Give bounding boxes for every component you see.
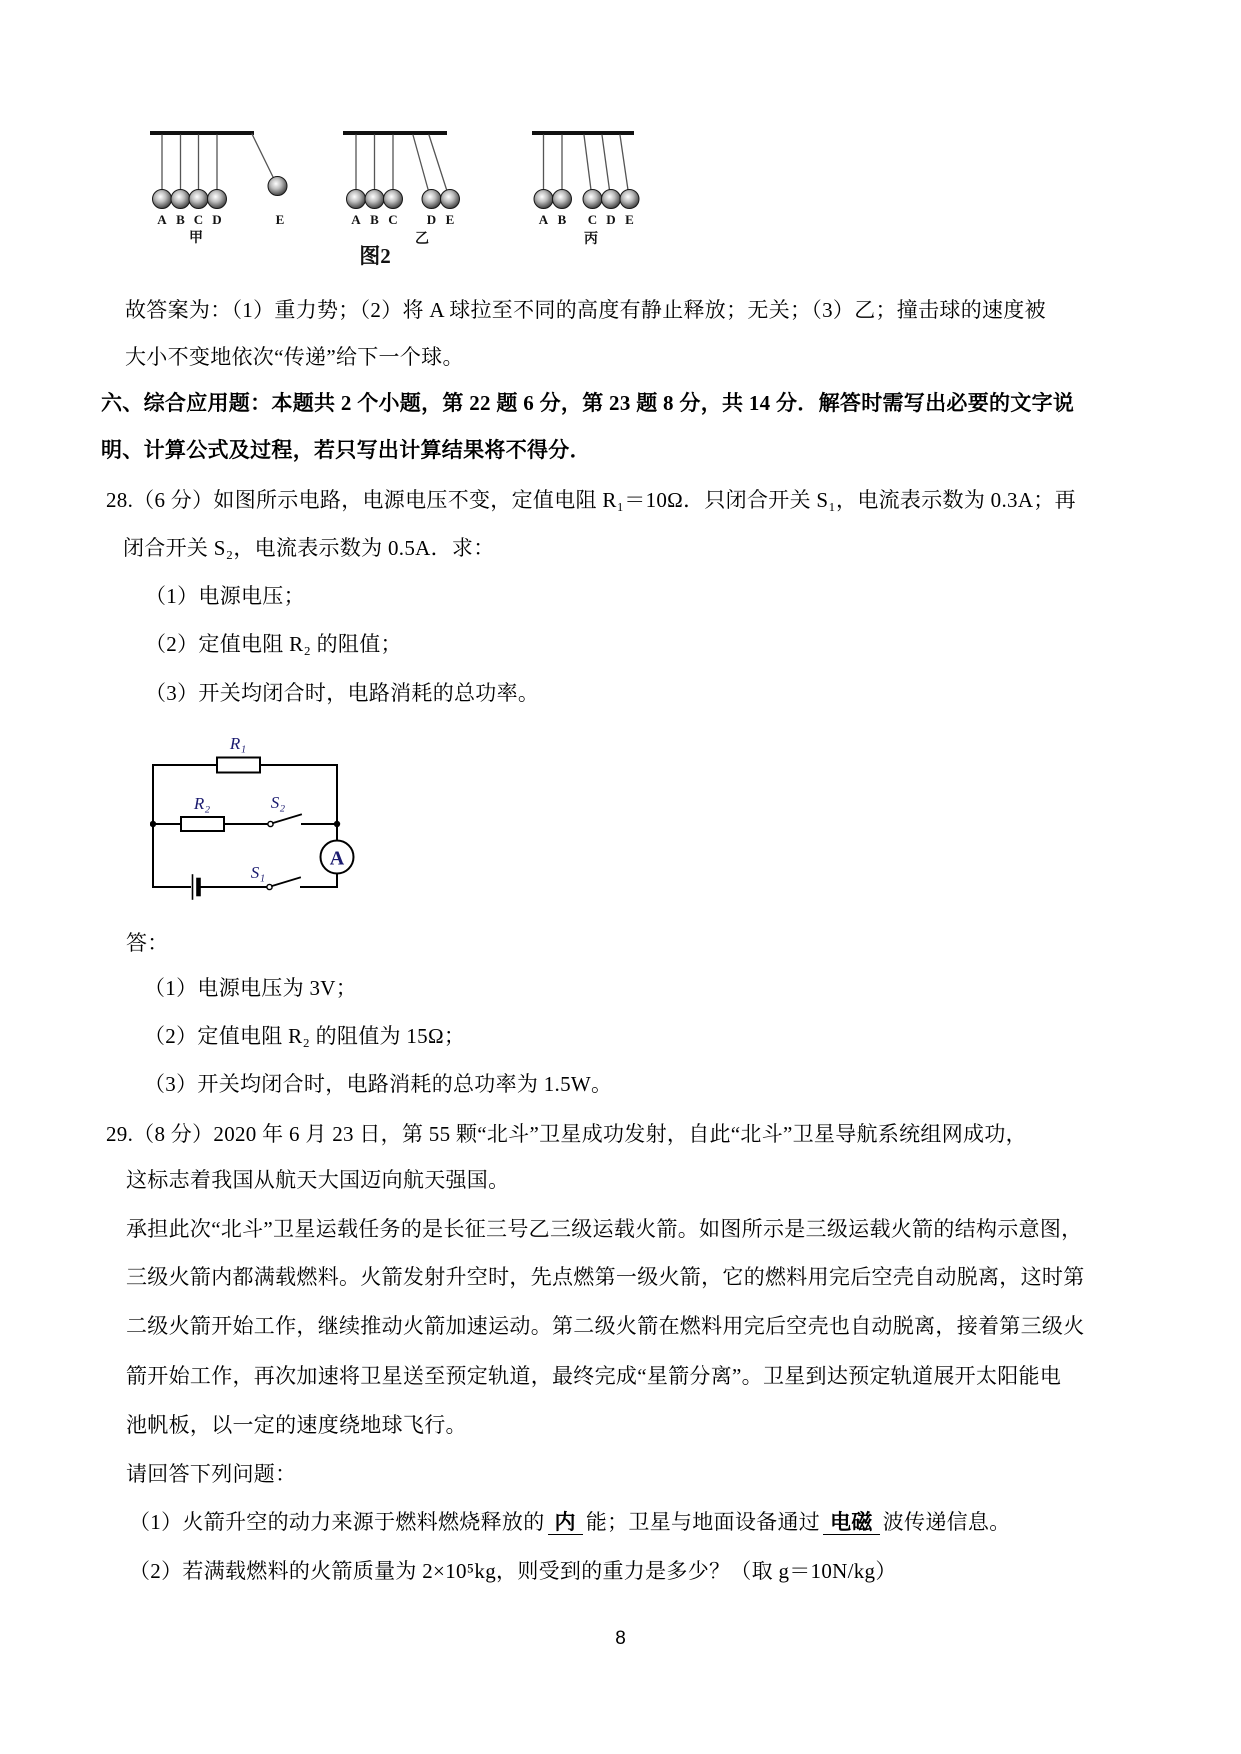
q28-stem-line2: 闭合开关 S₂，电流表示数为 0.5A．求： — [123, 536, 495, 560]
cradle-jia-balls — [153, 177, 288, 209]
jia-ball-label-d: D — [212, 212, 222, 227]
figure2-newton-cradles — [125, 103, 665, 271]
resistor-r2-box — [181, 817, 224, 831]
bing-ball-label-d: D — [606, 212, 616, 227]
q28-item3: （3）开关均闭合时，电路消耗的总功率。 — [145, 681, 540, 705]
yi-ball-label-e: E — [445, 212, 455, 227]
q29-subquestion2: （2）若满载燃料的火箭质量为 2×10⁵kg，则受到的重力是多少？（取 g＝10N/kg） — [129, 1559, 897, 1583]
q29-body-line1: 承担此次“北斗”卫星运载任务的是长征三号乙三级运载火箭。如图所示是三级运载火箭的结构示意图， — [126, 1217, 1083, 1241]
cradle-bing-caption: 丙 — [584, 232, 598, 247]
q28-item1: （1）电源电压； — [145, 584, 305, 608]
cradle-jia-bar — [150, 131, 254, 135]
ammeter-label: A — [329, 847, 345, 870]
q28-answer1: （1）电源电压为 3V； — [144, 976, 358, 1000]
q28-circuit-diagram — [150, 728, 362, 908]
switch-s2-lever — [273, 815, 301, 824]
junction-dot-left — [150, 821, 156, 827]
jia-ball-label-b: B — [176, 212, 185, 227]
switch-s1-pivot — [267, 884, 272, 889]
answer21-line2: 大小不变地依次“传递”给下一个球。 — [125, 345, 464, 369]
cradle-bing-balls — [534, 190, 639, 209]
cradle-yi — [343, 131, 460, 268]
switch-s2-pivot — [268, 821, 273, 826]
q28-answer-label: 答： — [126, 931, 169, 955]
yi-ball-label-c: C — [388, 212, 398, 227]
section6-heading-line1: 六、综合应用题：本题共 2 个小题，第 22 题 6 分，第 23 题 8 分，共 14 分．解答时需写出必要的文字说 — [101, 391, 1075, 415]
jia-ball-label-a: A — [157, 212, 167, 227]
resistor-r1-label: R₁ — [229, 734, 247, 753]
q29-body-line3: 二级火箭开始工作，继续推动火箭加速运动。第二级火箭在燃料用完后空壳也自动脱离，接着第三级火 — [126, 1314, 1085, 1338]
q29-prompt: 请回答下列问题： — [126, 1462, 297, 1486]
q29-stem-line1: 29.（8 分）2020 年 6 月 23 日，第 55 颗“北斗”卫星成功发射，自此“北斗”卫星导航系统组网成功， — [106, 1122, 1027, 1146]
cradle-jia-caption: 甲 — [189, 231, 203, 246]
switch-s1-label: S₁ — [250, 863, 266, 882]
cradle-jia — [150, 131, 287, 246]
jia-ball-label-e: E — [275, 212, 285, 227]
switch-s2-label: S₂ — [270, 793, 286, 812]
q29-stem-line2: 这标志着我国从航天大国迈向航天强国。 — [126, 1168, 510, 1192]
bing-ball-label-c: C — [587, 212, 598, 227]
switch-s1-lever — [272, 878, 300, 887]
bing-ball-label-a: A — [538, 212, 549, 227]
resistor-r2-label: R₂ — [193, 794, 211, 813]
q29-body-line4: 箭开始工作，再次加速将卫星送至预定轨道，最终完成“星箭分离”。卫星到达预定轨道展开太阳能电 — [126, 1364, 1062, 1388]
cradle-bing-strings — [544, 135, 629, 190]
bing-ball-label-e: E — [625, 212, 634, 227]
figure2-caption: 图2 — [359, 244, 391, 268]
q29-subquestion1 — [129, 1509, 1011, 1535]
cradle-yi-caption: 乙 — [415, 232, 429, 247]
q29-q1-blank-answer-1: 内 — [548, 1510, 583, 1535]
q29-q1-mid: 能；卫星与地面设备通过 — [585, 1510, 821, 1534]
q28-item2: （2）定值电阻 R₂ 的阻值； — [145, 632, 402, 656]
cradle-yi-balls — [347, 190, 460, 209]
bing-ball-label-b: B — [557, 212, 567, 227]
q29-body-line2: 三级火箭内都满载燃料。火箭发射升空时，先点燃第一级火箭，它的燃料用完后空壳自动脱离，这时第 — [126, 1265, 1085, 1289]
answer21-line1: 故答案为：（1）重力势；（2）将 A 球拉至不同的高度有静止释放；无关；（3）乙；撞击球的速度被 — [125, 298, 1046, 322]
resistor-r1-box — [217, 758, 260, 773]
q29-q1-prefix: （1）火箭升空的动力来源于燃料燃烧释放的 — [129, 1510, 545, 1534]
q28-answer3: （3）开关均闭合时，电路消耗的总功率为 1.5W。 — [144, 1072, 613, 1096]
q29-body-line5: 池帆板，以一定的速度绕地球飞行。 — [126, 1413, 467, 1437]
yi-ball-label-b: B — [370, 212, 379, 227]
cradle-bing-bar — [532, 131, 634, 135]
section6-heading-line2: 明、计算公式及过程，若只写出计算结果将不得分． — [101, 438, 591, 462]
page-number: 8 — [615, 1628, 626, 1649]
yi-ball-label-a: A — [351, 212, 361, 227]
jia-ball-label-c: C — [193, 212, 204, 227]
q29-q1-blank-answer-2: 电磁 — [823, 1510, 880, 1535]
cradle-yi-strings — [356, 135, 447, 191]
cradle-jia-strings — [162, 134, 274, 190]
q29-q1-suffix: 波传递信息。 — [882, 1510, 1011, 1534]
junction-dot-right — [334, 821, 340, 827]
cradle-bing — [532, 131, 639, 247]
yi-ball-label-d: D — [426, 212, 437, 227]
q28-answer2: （2）定值电阻 R₂ 的阻值为 15Ω； — [144, 1024, 466, 1048]
cradle-yi-bar — [343, 131, 447, 135]
q28-stem-line1: 28.（6 分）如图所示电路，电源电压不变，定值电阻 R₁＝10Ω．只闭合开关 S₁，电流表示数为 0.3A；再 — [106, 488, 1076, 512]
